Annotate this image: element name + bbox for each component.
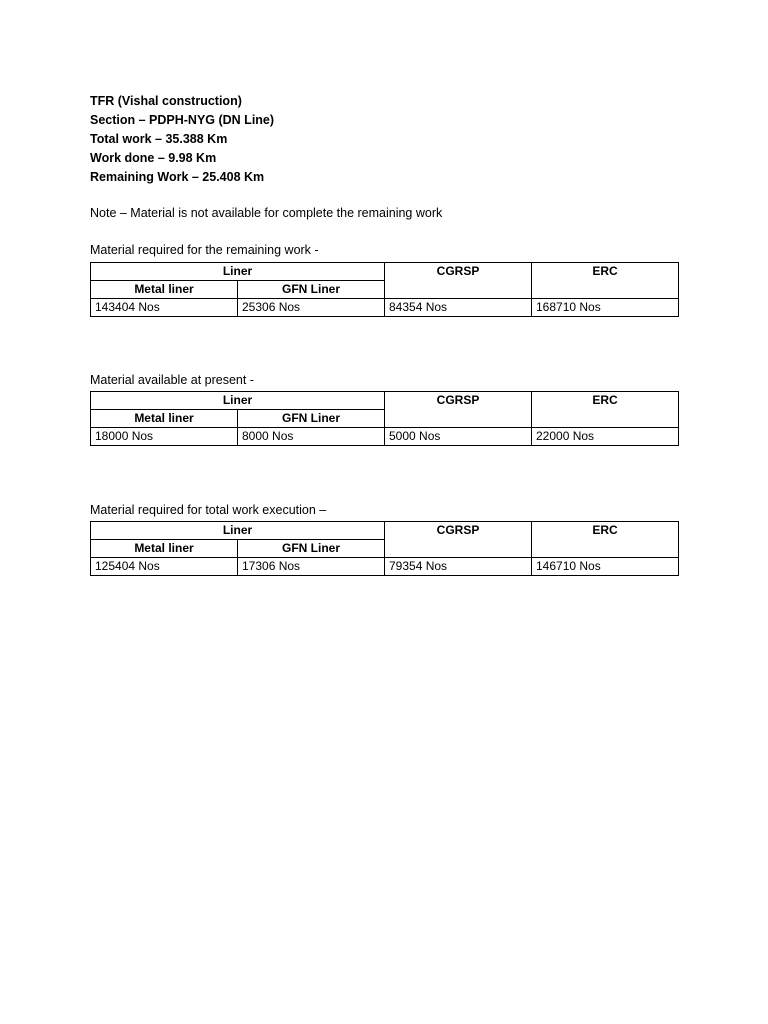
col-header-liner: Liner xyxy=(91,392,385,410)
cell-erc: 22000 Nos xyxy=(532,428,679,446)
table-required-total xyxy=(90,521,679,576)
cell-metal-liner: 18000 Nos xyxy=(91,428,238,446)
col-header-liner: Liner xyxy=(91,263,385,281)
cell-erc: 146710 Nos xyxy=(532,558,679,576)
table-caption-required-total: Material required for total work execution – xyxy=(90,503,327,517)
cell-gfn-liner: 8000 Nos xyxy=(238,428,385,446)
col-header-cgrsp: CGRSP xyxy=(385,392,532,428)
subheader-gfn-liner: GFN Liner xyxy=(238,281,385,299)
subheader-metal-liner: Metal liner xyxy=(91,281,238,299)
col-header-erc: ERC xyxy=(532,263,679,299)
table-available-present xyxy=(90,391,679,446)
header-remaining-work: Remaining Work – 25.408 Km xyxy=(90,170,265,184)
cell-cgrsp: 5000 Nos xyxy=(385,428,532,446)
table-row xyxy=(91,558,679,576)
col-header-cgrsp: CGRSP xyxy=(385,522,532,558)
cell-erc: 168710 Nos xyxy=(532,299,679,317)
col-header-erc: ERC xyxy=(532,392,679,428)
subheader-gfn-liner: GFN Liner xyxy=(238,410,385,428)
header-work-done: Work done – 9.98 Km xyxy=(90,151,217,165)
cell-gfn-liner: 17306 Nos xyxy=(238,558,385,576)
header-section: Section – PDPH-NYG (DN Line) xyxy=(90,113,275,127)
subheader-gfn-liner: GFN Liner xyxy=(238,540,385,558)
col-header-cgrsp: CGRSP xyxy=(385,263,532,299)
table-row xyxy=(91,299,679,317)
table-required-remaining xyxy=(90,262,679,317)
subheader-metal-liner: Metal liner xyxy=(91,410,238,428)
table-caption-required-remaining: Material required for the remaining work - xyxy=(90,243,319,257)
col-header-erc: ERC xyxy=(532,522,679,558)
cell-cgrsp: 84354 Nos xyxy=(385,299,532,317)
cell-gfn-liner: 25306 Nos xyxy=(238,299,385,317)
cell-cgrsp: 79354 Nos xyxy=(385,558,532,576)
cell-metal-liner: 125404 Nos xyxy=(91,558,238,576)
table-caption-available: Material available at present - xyxy=(90,373,254,387)
material-note: Note – Material is not available for complete the remaining work xyxy=(90,206,443,220)
col-header-liner: Liner xyxy=(91,522,385,540)
cell-metal-liner: 143404 Nos xyxy=(91,299,238,317)
document-header xyxy=(90,92,274,187)
header-total-work: Total work – 35.388 Km xyxy=(90,132,228,146)
header-contractor: TFR (Vishal construction) xyxy=(90,94,242,108)
table-row xyxy=(91,428,679,446)
subheader-metal-liner: Metal liner xyxy=(91,540,238,558)
